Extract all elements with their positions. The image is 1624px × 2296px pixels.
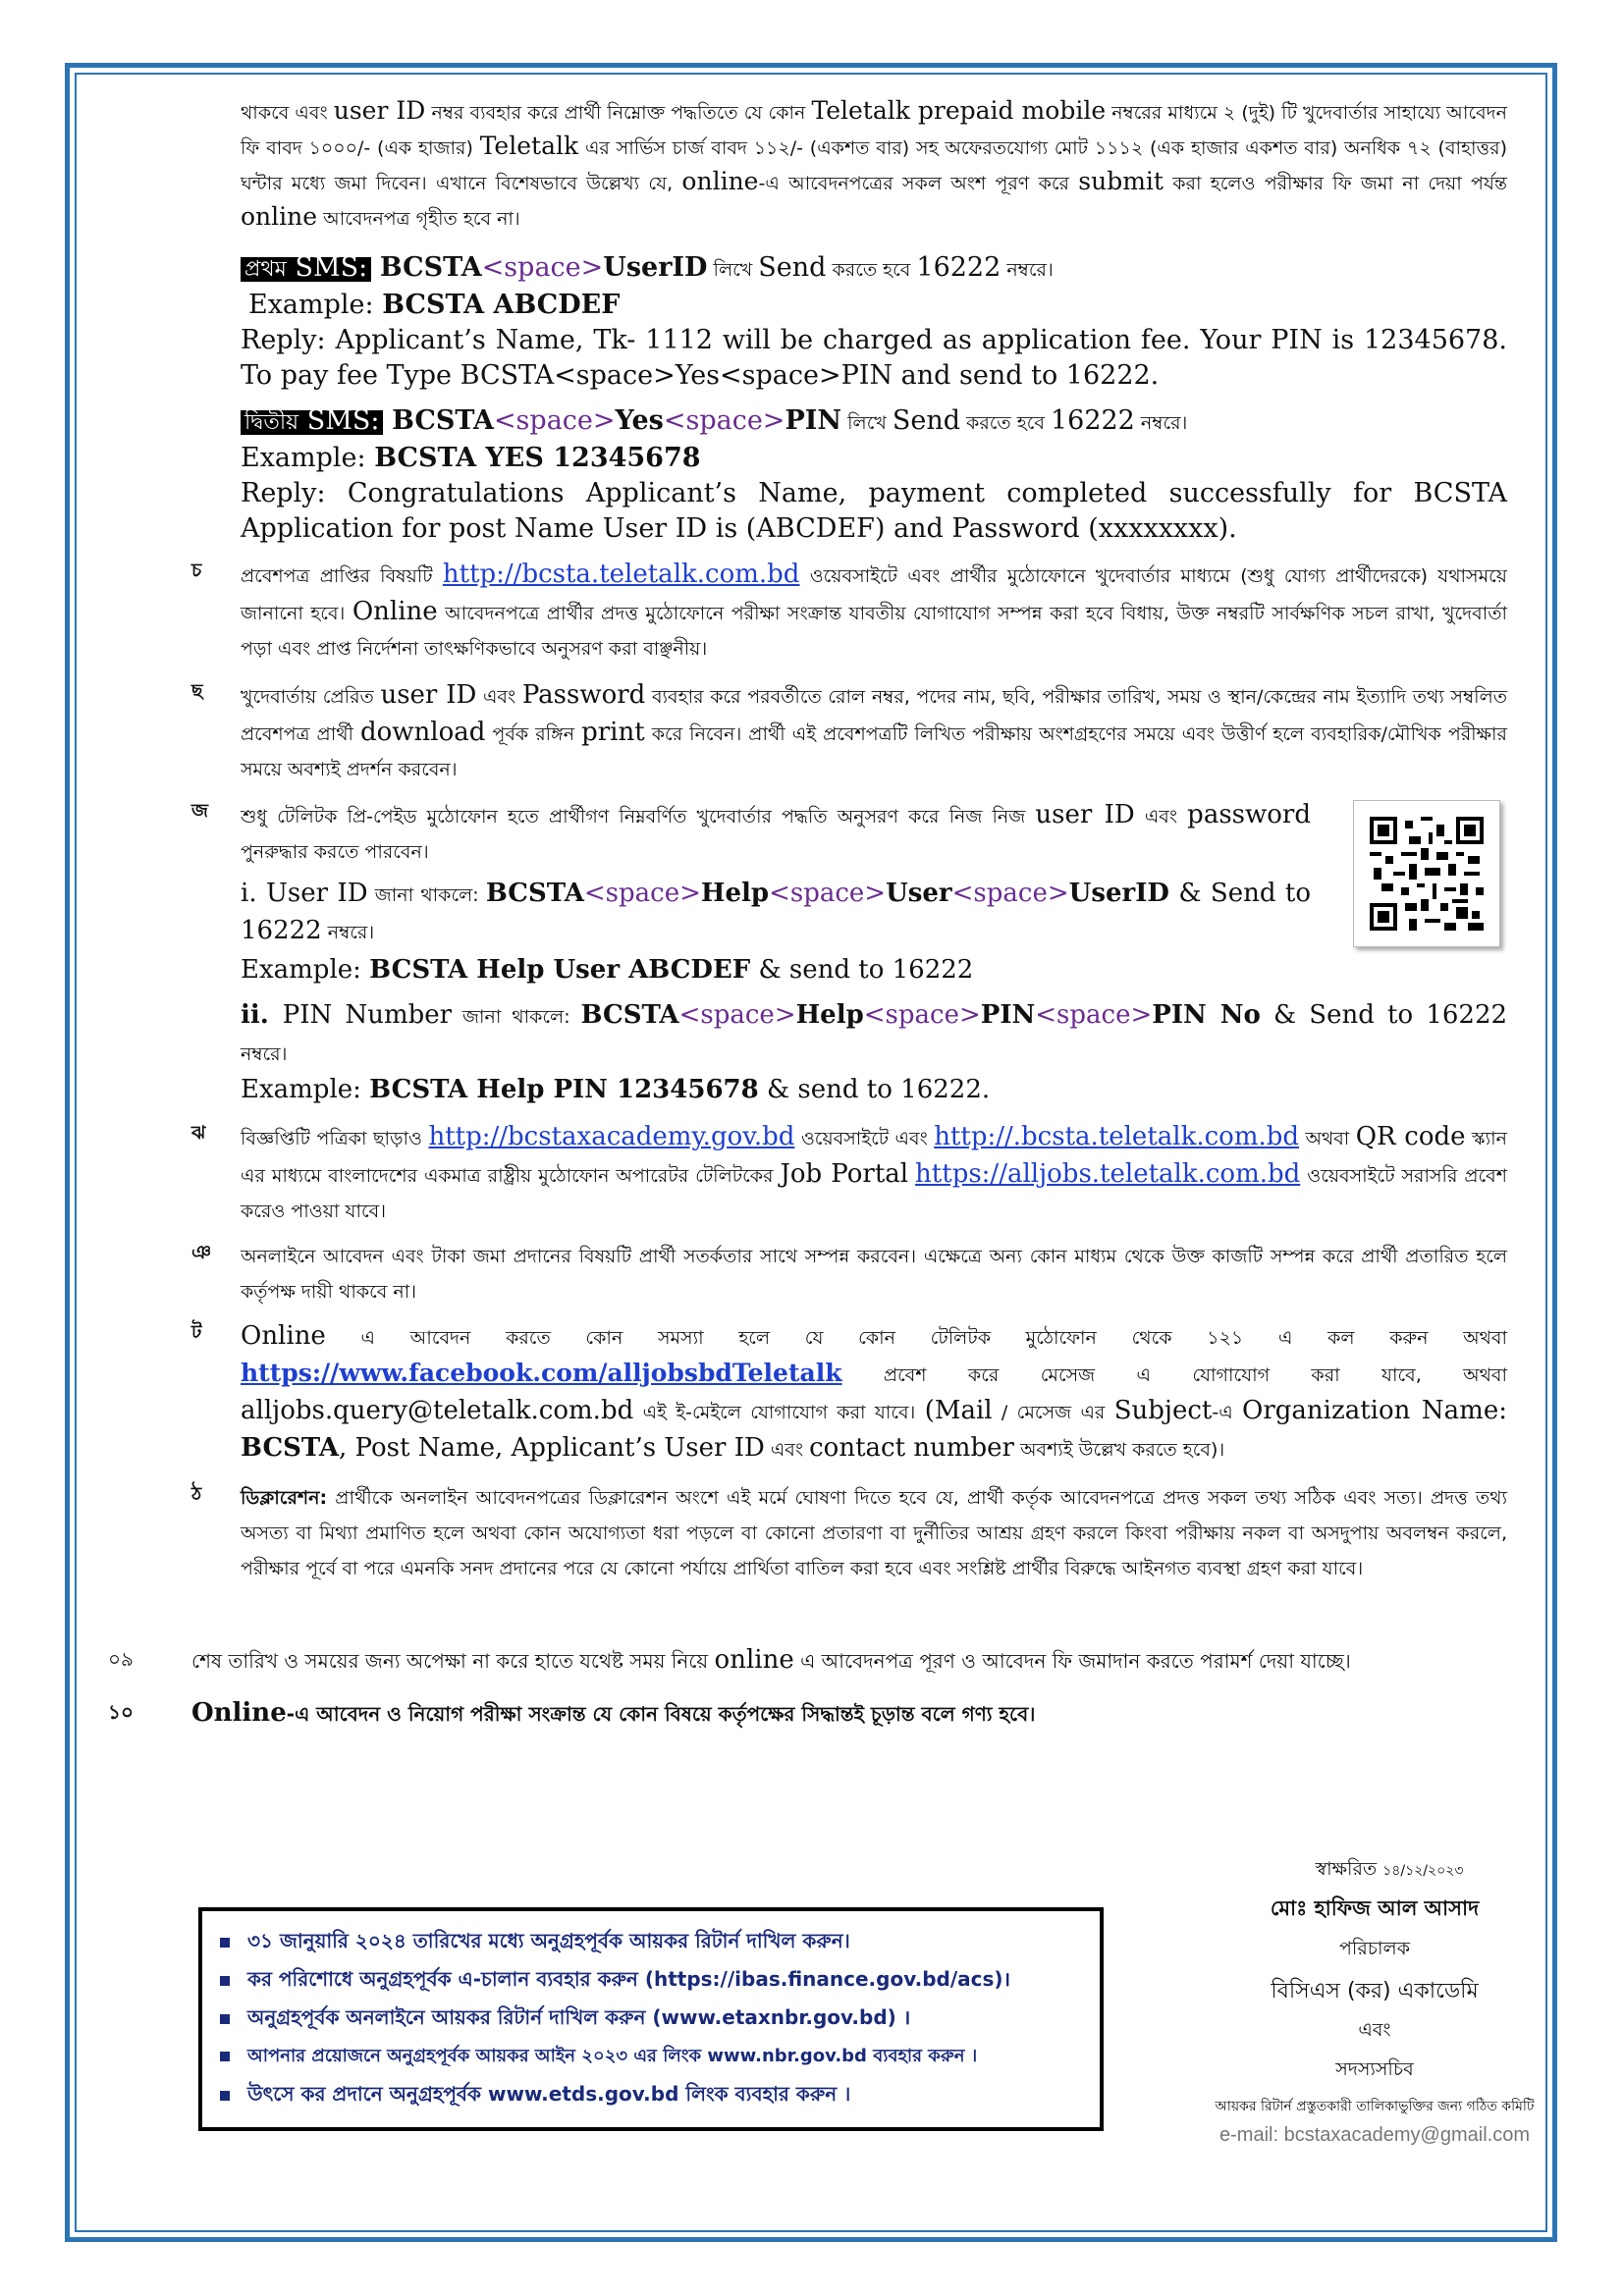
item-marker: ছ [191, 680, 203, 702]
bcsta-teletalk-link-2[interactable]: http://.bcsta.teletalk.com.bd [934, 1122, 1300, 1151]
qr-code-image [1370, 817, 1484, 931]
item-ja: জ শুধু টেলিটক প্রি-পেইড মুঠোফোন হতে প্রার্থীগণ নিম্নবর্ণিত খুদেবার্তার পদ্ধতি অনুসরণ করে নিজ নিজ user ID এবং password পুনরুদ্ধার করতে পারবেন। [191, 797, 1311, 870]
recovery-pin: ii. PIN Number জানা থাকলে: BCSTA<space>Help<space>PIN<space>PIN No & Send to 16222 নম্বরে। Example: BCSTA Help PIN 12345678 & send to 16222. [241, 1000, 1508, 1104]
item-marker: ঠ [191, 1483, 202, 1505]
tax-notice-box [198, 1907, 1104, 2131]
sms-second-reply: Reply: Congratulations Applicant’s Name, payment completed successfully for BCSTA Application for post Name User ID is (ABCDEF) and Password (xxxxxxxx). [241, 478, 1507, 544]
bullet-square-icon [220, 1976, 230, 1986]
signatory-org: বিসিএস (কর) একাডেমি [1271, 1979, 1479, 2003]
signatory-name: মোঃ হাফিজ আল আসাদ [1270, 1896, 1480, 1920]
notice-item: কর পরিশোধে অনুগ্রহপূর্বক এ-চালান ব্যবহার করুন (https://ibas.finance.gov.bd/acs)। [220, 1965, 1090, 2003]
bullet-square-icon [220, 1938, 230, 1948]
item-marker: চ [191, 560, 202, 581]
notice-item: আপনার প্রয়োজনে অনুগ্রহপূর্বক আয়কর আইন ২০২৩ এর লিংক www.nbr.gov.bd ব্যবহার করুন । [220, 2042, 1090, 2080]
notice-item: অনুগ্রহপূর্বক অনলাইনে আয়কর রিটার্ন দাখিল করুন (www.etaxnbr.gov.bd) । [220, 2003, 1090, 2042]
alljobs-link[interactable]: https://alljobs.teletalk.com.bd [915, 1159, 1301, 1189]
bullet-square-icon [220, 2014, 230, 2024]
sms-first-reply: Reply: Applicant’s Name, Tk- 1112 will be charged as application fee. Your PIN is 12345678. To pay fee Type BCSTA<space>Yes<space>PIN and send to 16222. [241, 325, 1507, 391]
item-cha: চ প্রবেশপত্র প্রাপ্তির বিষয়টি http://bcsta.teletalk.com.bd ওয়েবসাইটে এবং প্রার্থীর মুঠোফোনে খুদেবার্তার মাধ্যমে (শুধু যোগ্য প্রার্থীদেরকে) যথাসময়ে জানানো হবে। Online আবেদনপত্রে প্রার্থীর প্রদত্ত মুঠোফোনে পরীক্ষা সংক্রান্ত যাবতীয় যোগাযোগ সম্পন্ন করা হবে বিধায়, উক্ত নম্বরটি সার্বক্ষণিক সচল রাখা, খুদেবার্তা পড়া এবং প্রাপ্ত নির্দেশনা তাৎক্ষণিকভাবে অনুসরণ করা বাঞ্ছনীয়। [191, 557, 1507, 667]
item-marker: ঞ [191, 1242, 212, 1263]
item-marker: ট [191, 1321, 202, 1343]
intro-paragraph: থাকবে এবং user ID নম্বর ব্যবহার করে প্রার্থী নিম্নোক্ত পদ্ধতিতে যে কোন Teletalk prepaid mobile নম্বরের মাধ্যমে ২ (দুই) টি খুদেবার্তার সাহায্যে আবেদন ফি বাবদ ১০০০/- (এক হাজার) Teletalk এর সার্ভিস চার্জ বাবদ ১১২/- (একশত বার) সহ অফেরতযোগ্য মোট ১১১২ (এক হাজার একশত বার) অনধিক ৭২ (বাহাত্তর) ঘন্টার মধ্যে জমা দিবেন। এখানে বিশেষভাবে উল্লেখ্য যে, online-এ আবেদনপত্রের সকল অংশ পূরণ করে submit করা হলেও পরীক্ষার ফি জমা না দেয়া পর্যন্ত online আবেদনপত্র গৃহীত হবে না। [241, 96, 1507, 231]
item-09: ০৯ শেষ তারিখ ও সময়ের জন্য অপেক্ষা না করে হাতে যথেষ্ট সময় নিয়ে online এ আবেদনপত্র পূরণ ও আবেদন ফি জমাদান করতে পরামর্শ দেয়া যাচ্ছে। [108, 1645, 1351, 1675]
signed-date: ১৪/১২/২০২৩ [1382, 1863, 1464, 1879]
recovery-userid: i. User ID জানা থাকলে: BCSTA<space>Help<space>User<space>UserID & Send to 16222 নম্বরে। Example: BCSTA Help User ABCDEF & send to 16222 [241, 879, 1311, 985]
bullet-square-icon [220, 2091, 230, 2101]
sms-first-block [241, 250, 1507, 394]
sms-first-instruction: প্রথম SMS: BCSTA<space>UserID লিখে Send করতে হবে 16222 নম্বরে। [241, 250, 1507, 288]
item-marker: জ [191, 800, 208, 822]
and-label: এবং [1358, 2019, 1391, 2041]
item-10: ১০ Online-এ আবেদন ও নিয়োগ পরীক্ষা সংক্রান্ত যে কোন বিষয়ে কর্তৃপক্ষের সিদ্ধান্তই চূড়ান্ত বলে গণ্য হবে। [108, 1698, 1036, 1728]
item-ta: ট Online এ আবেদন করতে কোন সমস্যা হলে যে কোন টেলিটক মুঠোফোন থেকে ১২১ এ কল করুন অথবা https://www.facebook.com/alljobsbdTeletalk প্রবেশ করে মেসেজ এ যোগাযোগ করা যাবে, অথবা alljobs.query@teletalk.com.bd এই ই-মেইলে যোগাযোগ করা যাবে। (Mail / মেসেজ এর Subject-এ Organization Name: BCSTA, Post Name, Applicant’s User ID এবং contact number অবশ্যই উল্লেখ করতে হবে)। [191, 1318, 1507, 1468]
sms-second-instruction: দ্বিতীয় SMS: BCSTA<space>Yes<space>PIN লিখে Send করতে হবে 16222 নম্বরে। [241, 403, 1507, 441]
notice-item: ৩১ জানুয়ারি ২০২৪ তারিখের মধ্যে অনুগ্রহপূর্বক আয়কর রিটার্ন দাখিল করুন। [220, 1927, 1090, 1965]
bcsta-teletalk-link[interactable]: http://bcsta.teletalk.com.bd [442, 560, 800, 589]
qr-code[interactable] [1353, 800, 1500, 947]
signature-block [1198, 1855, 1551, 2147]
email-address: e-mail: bcstaxacademy@gmail.com [1219, 2124, 1530, 2146]
item-chha: ছ খুদেবার্তায় প্রেরিত user ID এবং Password ব্যবহার করে পরবর্তীতে রোল নম্বর, পদের নাম, ছবি, পরীক্ষার তারিখ, সময় ও স্থান/কেন্দ্রের নাম ইত্যাদি তথ্য সম্বলিত প্রবেশপত্র প্রার্থী download পূর্বক রঙ্গিন print করে নিবেন। প্রার্থী এই প্রবেশপত্রটি লিখিত পরীক্ষায় অংশগ্রহণের সময়ে এবং উত্তীর্ণ হলে ব্যবহারিক/মৌখিক পরীক্ষার সময়ে অবশ্যই প্রদর্শন করবেন। [191, 677, 1507, 787]
sms-first-label: প্রথম SMS: [241, 257, 371, 282]
sms-second-label: দ্বিতীয় SMS: [241, 410, 383, 435]
committee-label: আয়কর রিটার্ন প্রস্তুতকারী তালিকাভুক্তির জন্য গঠিত কমিটি [1215, 2099, 1535, 2114]
bullet-square-icon [220, 2052, 230, 2061]
sms-second-example: Example: BCSTA YES 12345678 [241, 443, 701, 473]
signed-label: স্বাক্ষরিত [1315, 1858, 1378, 1880]
signatory-designation: পরিচালক [1339, 1938, 1410, 1959]
sms-second-block [241, 403, 1507, 547]
item-jha: ঝ বিজ্ঞপ্তিটি পত্রিকা ছাড়াও http://bcstaxacademy.gov.bd ওয়েবসাইটে এবং http://.bcsta.teletalk.com.bd অথবা QR code স্ক্যান এর মাধ্যমে বাংলাদেশের একমাত্র রাষ্ট্রীয় মুঠোফোন অপারেটর টেলিটকের Job Portal https://alljobs.teletalk.com.bd ওয়েবসাইটে সরাসরি প্রবেশ করেও পাওয়া যাবে। [191, 1119, 1507, 1229]
signatory-secretary: সদস্যসচিব [1335, 2058, 1414, 2080]
notice-item: উৎসে কর প্রদানে অনুগ্রহপূর্বক www.etds.gov.bd লিংক ব্যবহার করুন । [220, 2080, 1090, 2118]
sms-first-example: Example: BCSTA ABCDEF [248, 290, 621, 320]
bcstaxacademy-link[interactable]: http://bcstaxacademy.gov.bd [428, 1122, 795, 1151]
item-nya: ঞ অনলাইনে আবেদন এবং টাকা জমা প্রদানের বিষয়টি প্রার্থী সতর্কতার সাথে সম্পন্ন করবেন। এক্ষেত্রে অন্য কোন মাধ্যম থেকে উক্ত কাজটি সম্পন্ন করে প্রার্থী প্রতারিত হলে কর্তৃপক্ষ দায়ী থাকবে না। [191, 1239, 1507, 1309]
facebook-alljobs-link[interactable]: https://www.facebook.com/alljobsbdTeletalk [241, 1359, 842, 1387]
item-marker: ঝ [191, 1122, 206, 1144]
item-tha: ঠ ডিক্লারেশন: প্রার্থীকে অনলাইন আবেদনপত্রের ডিক্লারেশন অংশে এই মর্মে ঘোষণা দিতে হবে যে, প্রার্থী কর্তৃক আবেদনপত্রে প্রদত্ত সকল তথ্য সঠিক এবং সত্য। প্রদত্ত তথ্য অসত্য বা মিথ্যা প্রমাণিত হলে অথবা কোন অযোগ্যতা ধরা পড়লে বা কোনো প্রতারণা বা দুর্নীতির আশ্রয় গ্রহণ করলে কিংবা পরীক্ষায় নকল বা অসদুপায় অবলম্বন করলে, পরীক্ষার পূর্বে বা পরে এমনকি সনদ প্রদানের পরে যে কোনো পর্যায়ে প্রার্থিতা বাতিল করা হবে এবং সংশ্লিষ্ট প্রার্থীর বিরুদ্ধে আইনগত ব্যবস্থা গ্রহণ করা যাবে। [191, 1480, 1507, 1586]
